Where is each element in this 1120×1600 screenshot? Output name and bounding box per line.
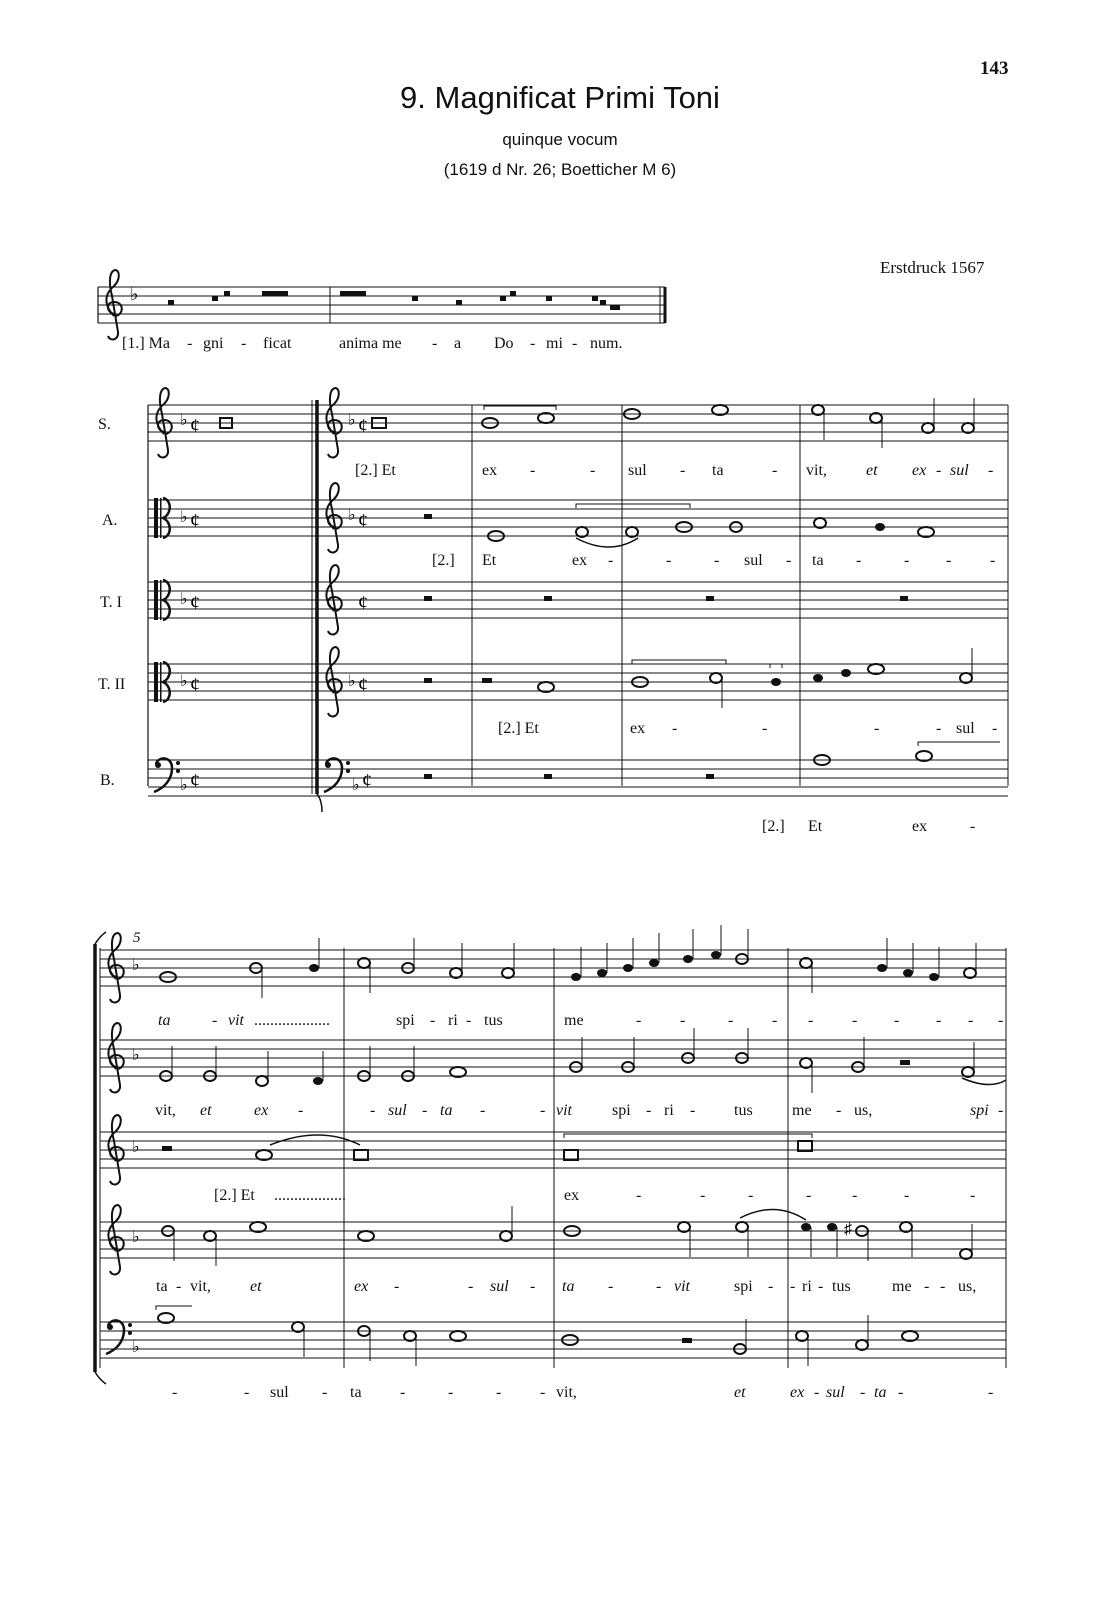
lyric-syllable: - xyxy=(322,1384,328,1401)
lyric-syllable: [2.] Et xyxy=(498,720,539,737)
svg-text:♭: ♭ xyxy=(132,1339,140,1356)
lyric-syllable: sul xyxy=(388,1102,407,1119)
lyric-syllable: sul xyxy=(826,1384,845,1401)
lyric-syllable: - xyxy=(814,1384,820,1401)
lyric-syllable: - xyxy=(608,552,614,569)
lyric-syllable: [2.] Et xyxy=(355,462,396,479)
note xyxy=(456,300,462,305)
staff-alto xyxy=(148,483,1008,552)
lyric-syllable: - xyxy=(714,552,720,569)
svg-text:♭: ♭ xyxy=(132,1047,140,1064)
lyric-syllable: - xyxy=(806,1187,812,1204)
lyric-syllable: - xyxy=(772,462,778,479)
lyric-syllable: - xyxy=(768,1278,774,1295)
svg-text:♭: ♭ xyxy=(348,673,356,690)
lyric-syllable: ri xyxy=(802,1278,812,1295)
note xyxy=(340,291,366,296)
lyric-syllable: et xyxy=(866,462,878,479)
lyric-syllable: - xyxy=(968,1012,974,1029)
lyric-syllable: - xyxy=(540,1102,546,1119)
staff-soprano xyxy=(148,388,1008,457)
lyric-syllable: - xyxy=(636,1012,642,1029)
lyric-syllable: - xyxy=(700,1187,706,1204)
lyric-syllable: us, xyxy=(958,1278,977,1295)
lyric-syllable: - xyxy=(924,1278,930,1295)
svg-text:♭: ♭ xyxy=(180,509,188,526)
note xyxy=(600,300,606,305)
lyric-syllable: - xyxy=(988,1384,994,1401)
lyric-syllable: tus xyxy=(484,1012,503,1029)
note xyxy=(212,296,218,301)
lyric-syllable: vit, xyxy=(806,462,827,479)
lyric-syllable: - xyxy=(400,1384,406,1401)
lyric-syllable: - xyxy=(298,1102,304,1119)
treble-clef-icon xyxy=(326,483,341,552)
svg-text:¢: ¢ xyxy=(190,592,200,614)
lyric-syllable: - xyxy=(970,1187,976,1204)
svg-text:♭: ♭ xyxy=(180,777,188,794)
lyric-syllable: ex xyxy=(790,1384,805,1401)
lyric-syllable: - xyxy=(187,335,193,352)
lyric-syllable: - xyxy=(874,720,880,737)
lyric-syllable: vit xyxy=(228,1012,244,1029)
treble-clef-icon xyxy=(326,647,341,716)
lyric-syllable: ex xyxy=(912,462,927,479)
svg-text:¢: ¢ xyxy=(190,770,200,792)
svg-text:♯: ♯ xyxy=(844,1221,852,1238)
lyric-syllable: - xyxy=(666,552,672,569)
lyric-syllable: spi xyxy=(396,1012,415,1029)
lyric-syllable: - xyxy=(936,720,942,737)
lyric-syllable: vit xyxy=(556,1102,572,1119)
lyric-syllable: - xyxy=(728,1012,734,1029)
lyric-syllable: spi xyxy=(734,1278,753,1295)
lyric-syllable: vit, xyxy=(556,1384,577,1401)
lyric-syllable: gni xyxy=(203,335,224,352)
lyric-syllable: - xyxy=(172,1384,178,1401)
svg-text:♭: ♭ xyxy=(180,412,188,429)
staff-tenor1 xyxy=(148,565,1008,634)
svg-text:♭: ♭ xyxy=(348,412,356,429)
lyric-syllable: ta xyxy=(156,1278,168,1295)
lyric-syllable: .................. xyxy=(274,1187,346,1204)
lyric-syllable: - xyxy=(904,552,910,569)
lyric-syllable: ta xyxy=(562,1278,575,1295)
lyric-syllable: - xyxy=(936,1012,942,1029)
svg-text:¢: ¢ xyxy=(190,674,200,696)
lyric-syllable: - xyxy=(818,1278,824,1295)
lyric-syllable: - xyxy=(762,720,768,737)
lyric-syllable: - xyxy=(748,1187,754,1204)
lyric-syllable: - xyxy=(970,818,976,835)
lyric-syllable: - xyxy=(480,1102,486,1119)
lyric-syllable: - xyxy=(672,720,678,737)
lyric-syllable: - xyxy=(992,720,998,737)
lyric-syllable: et xyxy=(734,1384,746,1401)
lyric-syllable: - xyxy=(772,1012,778,1029)
lyric-syllable: ta xyxy=(158,1012,171,1029)
source-reference: (1619 d Nr. 26; Boetticher M 6) xyxy=(443,160,677,179)
intonation-staff xyxy=(98,270,665,339)
svg-text:¢: ¢ xyxy=(358,674,368,696)
svg-text:¢: ¢ xyxy=(358,415,368,437)
staff-bass xyxy=(148,742,1008,796)
lyric-syllable: [2.] xyxy=(432,552,455,569)
flat-icon: ♭ xyxy=(130,284,139,304)
lyric-syllable: - xyxy=(212,1012,218,1029)
lyric-syllable: - xyxy=(894,1012,900,1029)
system1 xyxy=(148,388,1008,812)
lyric-syllable: ta xyxy=(440,1102,453,1119)
lyric-syllable: - xyxy=(852,1012,858,1029)
lyric-syllable: - xyxy=(852,1187,858,1204)
lyric-syllable: - xyxy=(656,1278,662,1295)
svg-text:♭: ♭ xyxy=(132,1229,140,1246)
note xyxy=(546,296,552,301)
lyric-syllable: ex xyxy=(254,1102,269,1119)
treble-clef-icon xyxy=(108,1205,123,1274)
lyric-syllable: ta xyxy=(874,1384,887,1401)
lyric-syllable: - xyxy=(530,462,536,479)
lyric-syllable: - xyxy=(636,1187,642,1204)
lyric-syllable: sul xyxy=(950,462,969,479)
svg-text:¢: ¢ xyxy=(190,510,200,532)
lyric-syllable: - xyxy=(422,1102,428,1119)
lyric-syllable: me xyxy=(564,1012,584,1029)
voice-label-tenor1: T. I xyxy=(100,594,122,611)
lyric-syllable: ex xyxy=(564,1187,580,1204)
lyric-syllable: ex xyxy=(630,720,646,737)
lyric-syllable: - xyxy=(860,1384,866,1401)
treble-clef-icon xyxy=(108,1023,123,1092)
lyric-syllable: - xyxy=(808,1012,814,1029)
treble-clef-icon xyxy=(108,933,123,1002)
lyric-syllable: - xyxy=(468,1278,474,1295)
lyric-syllable: anima me xyxy=(339,335,402,352)
system2 xyxy=(95,925,1006,1384)
lyric-syllable: ta xyxy=(712,462,724,479)
lyric-syllable: - xyxy=(370,1102,376,1119)
lyric-syllable: - xyxy=(898,1384,904,1401)
staff-tenor2 xyxy=(148,647,1008,716)
voice-label-soprano: S. xyxy=(98,416,111,433)
lyric-syllable: - xyxy=(998,1012,1004,1029)
lyric-syllable: sul xyxy=(744,552,763,569)
lyric-syllable: a xyxy=(454,335,462,352)
lyric-syllable: vit xyxy=(674,1278,690,1295)
note xyxy=(224,291,230,296)
lyric-syllable: - xyxy=(572,335,578,352)
voice-label-alto: A. xyxy=(102,512,118,529)
lyric-syllable: - xyxy=(690,1102,696,1119)
lyric-syllable: spi xyxy=(612,1102,631,1119)
lyric-syllable: - xyxy=(904,1187,910,1204)
lyric-syllable: sul xyxy=(956,720,975,737)
lyric-syllable: - xyxy=(680,462,686,479)
lyric-syllable: - xyxy=(176,1278,182,1295)
lyric-syllable: ri xyxy=(664,1102,674,1119)
lyric-syllable: [1.] Ma xyxy=(122,335,170,352)
piece-title: 9. Magnificat Primi Toni xyxy=(400,80,720,115)
svg-text:¢: ¢ xyxy=(358,510,368,532)
lyric-syllable: mi xyxy=(546,335,563,352)
lyric-syllable: Et xyxy=(482,552,497,569)
lyric-syllable: - xyxy=(946,552,952,569)
lyric-syllable: ................... xyxy=(254,1012,330,1029)
staff-bass xyxy=(100,1306,1006,1366)
lyric-syllable: me xyxy=(892,1278,912,1295)
lyric-syllable: - xyxy=(394,1278,400,1295)
lyric-syllable: sul xyxy=(628,462,647,479)
lyric-syllable: ex xyxy=(482,462,498,479)
svg-text:♭: ♭ xyxy=(132,957,140,974)
lyric-syllable: - xyxy=(608,1278,614,1295)
voice-label-bass: B. xyxy=(100,772,115,789)
lyric-syllable: - xyxy=(790,1278,796,1295)
page-number: 143 xyxy=(980,58,1009,79)
lyric-syllable: ta xyxy=(350,1384,362,1401)
svg-text:♭: ♭ xyxy=(348,507,356,524)
lyric-syllable: [2.] xyxy=(762,818,785,835)
lyric-syllable: - xyxy=(590,462,596,479)
lyric-syllable: - xyxy=(540,1384,546,1401)
staff-soprano xyxy=(100,925,1006,1002)
lyric-syllable: - xyxy=(990,552,996,569)
lyric-syllable: - xyxy=(244,1384,250,1401)
treble-clef-icon xyxy=(108,1115,123,1184)
lyric-syllable: tus xyxy=(734,1102,753,1119)
lyric-syllable: [2.] Et xyxy=(214,1187,255,1204)
lyric-syllable: - xyxy=(836,1102,842,1119)
svg-text:¢: ¢ xyxy=(358,592,368,614)
lyric-syllable: - xyxy=(680,1012,686,1029)
lyric-syllable: - xyxy=(530,1278,536,1295)
treble-clef-icon xyxy=(326,565,341,634)
lyric-syllable: et xyxy=(200,1102,212,1119)
treble-clef-icon xyxy=(156,388,171,457)
lyric-syllable: sul xyxy=(270,1384,289,1401)
staff-alto xyxy=(100,1023,1006,1093)
svg-text:¢: ¢ xyxy=(190,415,200,437)
measure-number: 5 xyxy=(133,930,141,946)
lyric-syllable: - xyxy=(786,552,792,569)
lyric-syllable: - xyxy=(448,1384,454,1401)
note xyxy=(610,305,620,310)
note xyxy=(500,296,506,301)
treble-clef-icon xyxy=(106,270,121,339)
lyric-syllable: vit, xyxy=(190,1278,211,1295)
staff-tenor1 xyxy=(100,1115,1006,1184)
note xyxy=(412,296,418,301)
lyric-syllable: et xyxy=(250,1278,262,1295)
lyric-syllable: ex xyxy=(912,818,928,835)
note xyxy=(510,291,516,296)
lyric-syllable: us, xyxy=(854,1102,873,1119)
lyric-syllable: - xyxy=(988,462,994,479)
piece-subtitle: quinque vocum xyxy=(502,130,618,149)
svg-text:♭: ♭ xyxy=(180,673,188,690)
note xyxy=(262,291,288,296)
lyric-syllable: num. xyxy=(590,335,623,352)
lyric-syllable: - xyxy=(530,335,536,352)
lyric-syllable: - xyxy=(856,552,862,569)
lyric-syllable: Do xyxy=(494,335,514,352)
lyric-syllable: spi xyxy=(970,1102,989,1119)
edition-note: Erstdruck 1567 xyxy=(880,258,985,277)
lyric-syllable: - xyxy=(936,462,942,479)
staff-tenor2 xyxy=(100,1205,1006,1274)
lyric-syllable: - xyxy=(466,1012,472,1029)
lyric-syllable: Et xyxy=(808,818,823,835)
lyric-syllable: ex xyxy=(572,552,588,569)
svg-text:♭: ♭ xyxy=(180,591,188,608)
lyric-syllable: - xyxy=(940,1278,946,1295)
svg-text:¢: ¢ xyxy=(362,770,372,792)
lyric-syllable: - xyxy=(241,335,247,352)
lyric-syllable: me xyxy=(792,1102,812,1119)
treble-clef-icon xyxy=(326,388,341,457)
note xyxy=(592,296,598,301)
lyric-syllable: ex xyxy=(354,1278,369,1295)
lyric-syllable: ta xyxy=(812,552,824,569)
lyric-syllable: - xyxy=(496,1384,502,1401)
voice-label-tenor2: T. II xyxy=(98,676,126,693)
svg-text:♭: ♭ xyxy=(352,777,360,794)
lyric-syllable: tus xyxy=(832,1278,851,1295)
lyric-syllable: sul xyxy=(490,1278,509,1295)
lyric-syllable: - xyxy=(430,1012,436,1029)
svg-text:♭: ♭ xyxy=(132,1139,140,1156)
note xyxy=(168,300,174,305)
lyric-syllable: - xyxy=(432,335,438,352)
lyric-syllable: vit, xyxy=(155,1102,176,1119)
lyric-syllable: ri xyxy=(448,1012,458,1029)
lyric-syllable: ficat xyxy=(263,335,292,352)
lyric-syllable: - xyxy=(646,1102,652,1119)
lyric-syllable: - xyxy=(998,1102,1004,1119)
